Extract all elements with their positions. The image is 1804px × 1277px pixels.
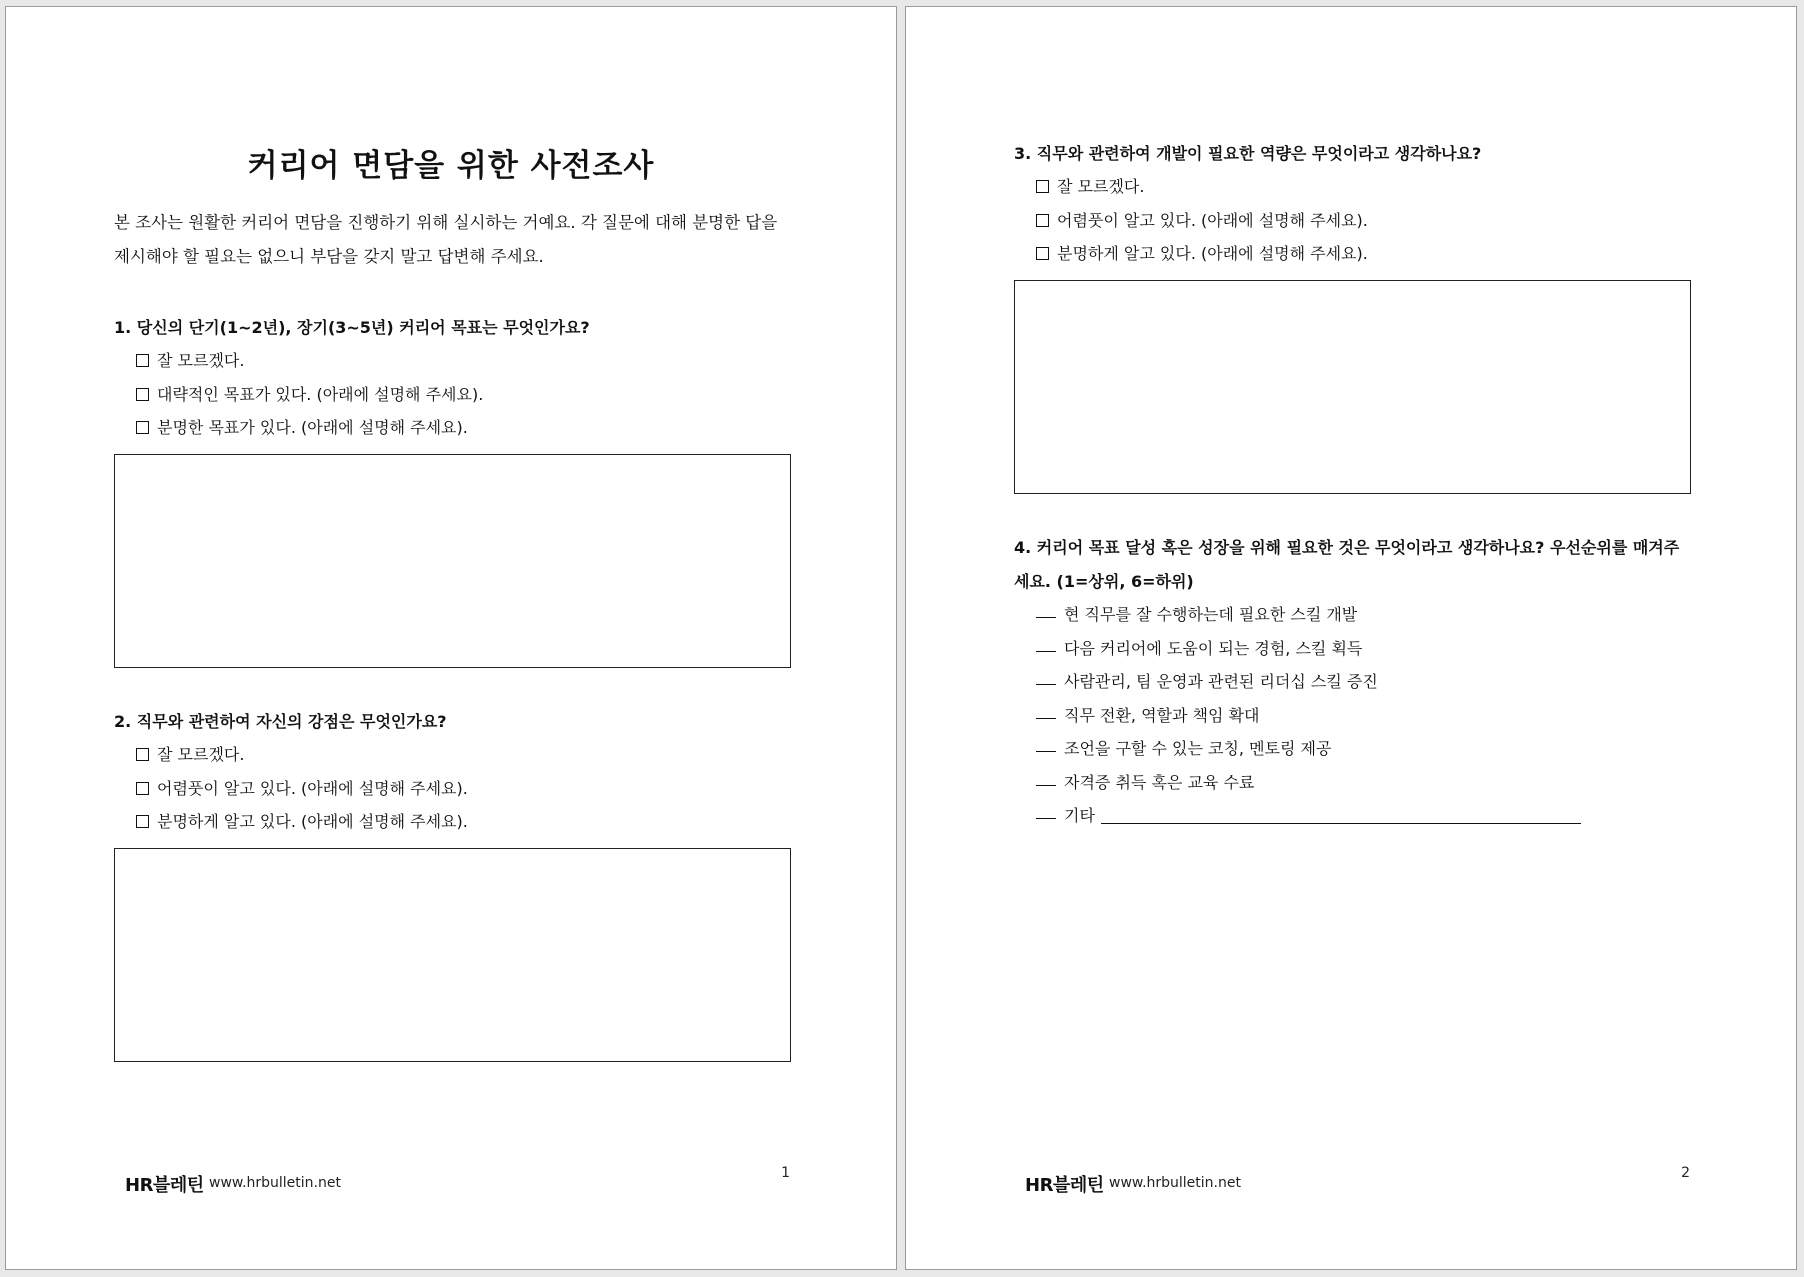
option-row[interactable] (136, 805, 796, 839)
question-1: 1. 당신의 단기(1~2년), 장기(3~5년) 커리어 목표는 무엇인가요? (114, 318, 590, 337)
checkbox-icon[interactable] (136, 815, 149, 828)
rank-row[interactable] (1036, 766, 1696, 800)
page-number: 2 (1681, 1165, 1690, 1181)
question-3: 3. 직무와 관련하여 개발이 필요한 역량은 무엇이라고 생각하나요? (1014, 144, 1482, 163)
rank-row[interactable] (1036, 732, 1696, 766)
checkbox-icon[interactable] (1036, 247, 1049, 260)
footer-url: www.hrbulletin.net (1109, 1175, 1241, 1191)
rank-label: 사람관리, 팀 운영과 관련된 리더십 스킬 증진 (1064, 672, 1378, 691)
rank-blank[interactable] (1036, 785, 1056, 786)
option-row[interactable] (136, 378, 796, 412)
option-label: 분명하게 알고 있다. (아래에 설명해 주세요). (1057, 244, 1368, 263)
rank-blank[interactable] (1036, 684, 1056, 685)
option-label: 잘 모르겠다. (1057, 177, 1145, 196)
checkbox-icon[interactable] (136, 388, 149, 401)
rank-label: 기타 (1064, 806, 1095, 825)
option-label: 분명하게 알고 있다. (아래에 설명해 주세요). (157, 812, 468, 831)
rank-blank[interactable] (1036, 617, 1056, 618)
option-row[interactable] (1036, 170, 1696, 204)
answer-box-2[interactable] (114, 848, 791, 1062)
option-label: 분명한 목표가 있다. (아래에 설명해 주세요). (157, 418, 468, 437)
rank-blank[interactable] (1036, 718, 1056, 719)
rank-label: 다음 커리어에 도움이 되는 경험, 스킬 획득 (1064, 638, 1363, 658)
rank-label: 직무 전환, 역할과 책임 확대 (1064, 705, 1260, 725)
option-row[interactable] (1036, 237, 1696, 271)
page-2 (905, 6, 1797, 1270)
option-row[interactable] (1036, 204, 1696, 238)
question-2-options (136, 738, 796, 839)
rank-row[interactable] (1036, 799, 1696, 833)
checkbox-icon[interactable] (136, 748, 149, 761)
question-1-options (136, 344, 796, 445)
question-3-options (1036, 170, 1696, 271)
rank-row[interactable] (1036, 665, 1696, 699)
question-2: 2. 직무와 관련하여 자신의 강점은 무엇인가요? (114, 712, 447, 731)
option-label: 어렴풋이 알고 있다. (아래에 설명해 주세요). (1057, 210, 1368, 230)
footer-url: www.hrbulletin.net (209, 1175, 341, 1191)
rank-row[interactable] (1036, 598, 1696, 632)
hr-bulletin-logo: HR블레틴 (1025, 1175, 1104, 1196)
rank-blank[interactable] (1036, 651, 1056, 652)
rank-row[interactable] (1036, 632, 1696, 666)
page-1 (5, 6, 897, 1270)
rank-label: 현 직무를 잘 수행하는데 필요한 스킬 개발 (1064, 605, 1358, 624)
checkbox-icon[interactable] (136, 782, 149, 795)
answer-box-1[interactable] (114, 454, 791, 668)
intro-paragraph: 본 조사는 원활한 커리어 면담을 진행하기 위해 실시하는 거예요. 각 질문에 대해 분명한 답을 제시해야 할 필요는 없으니 부담을 갖지 말고 답변해 주세요. (114, 213, 778, 266)
answer-box-3[interactable] (1014, 280, 1691, 494)
rank-label: 자격증 취득 혹은 교육 수료 (1064, 772, 1255, 792)
question-4: 4. 커리어 목표 달성 혹은 성장을 위해 필요한 것은 무엇이라고 생각하나요? 우선순위를 매겨주세요. (1=상위, 6=하위) (1014, 538, 1680, 591)
rank-blank[interactable] (1036, 818, 1056, 819)
rank-row[interactable] (1036, 699, 1696, 733)
option-row[interactable] (136, 738, 796, 772)
hr-bulletin-logo: HR블레틴 (125, 1175, 204, 1196)
checkbox-icon[interactable] (1036, 180, 1049, 193)
option-row[interactable] (136, 411, 796, 445)
checkbox-icon[interactable] (136, 421, 149, 434)
checkbox-icon[interactable] (1036, 214, 1049, 227)
option-label: 잘 모르겠다. (157, 745, 245, 764)
option-row[interactable] (136, 772, 796, 806)
option-row[interactable] (136, 344, 796, 378)
rank-blank[interactable] (1036, 751, 1056, 752)
page-number: 1 (781, 1165, 790, 1181)
question-4-rank-list (1036, 598, 1696, 833)
checkbox-icon[interactable] (136, 354, 149, 367)
other-write-in-line[interactable] (1101, 823, 1581, 824)
option-label: 잘 모르겠다. (157, 351, 245, 370)
option-label: 대략적인 목표가 있다. (아래에 설명해 주세요). (157, 384, 484, 404)
option-label: 어렴풋이 알고 있다. (아래에 설명해 주세요). (157, 778, 468, 798)
document-title: 커리어 면담을 위한 사전조사 (247, 148, 655, 184)
rank-label: 조언을 구할 수 있는 코칭, 멘토링 제공 (1064, 739, 1332, 758)
